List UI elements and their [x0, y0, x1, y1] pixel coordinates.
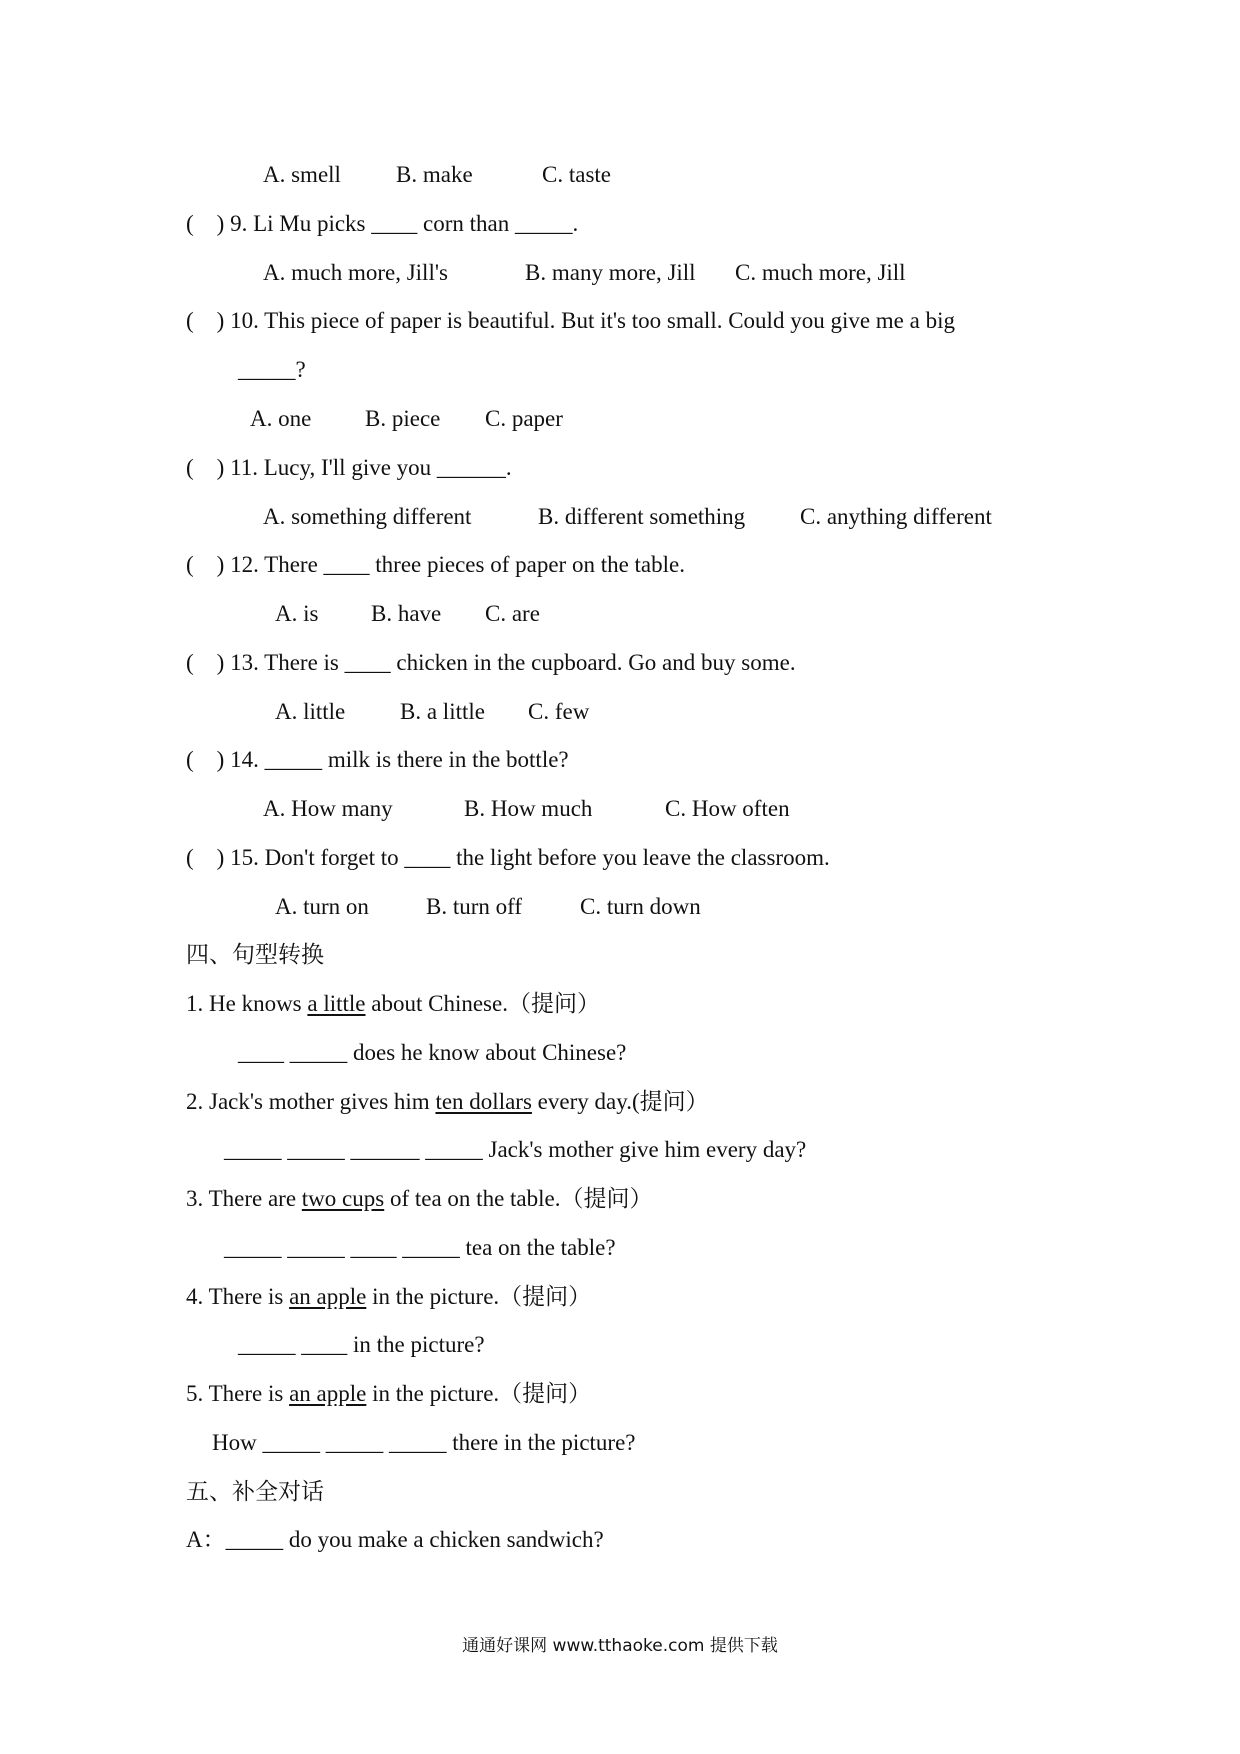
section4-item-5-question: 5. There is an apple in the picture.（提问）: [186, 1381, 592, 1406]
q10-option-c: C. paper: [485, 406, 563, 431]
q11-option-c: C. anything different: [800, 504, 992, 529]
q14-option-c: C. How often: [665, 796, 790, 821]
section5-heading: 五、补全对话: [186, 1479, 324, 1504]
q14-option-a: A. How many: [263, 796, 393, 821]
q12-option-b: B. have: [371, 601, 442, 626]
q8-option-a: A. smell: [263, 162, 341, 187]
section4-item-1-answer: ____ _____ does he know about Chinese?: [238, 1040, 627, 1065]
q13-stem: ( ) 13. There is ____ chicken in the cupboard. Go and buy some.: [186, 650, 796, 675]
q15-option-c: C. turn down: [580, 894, 701, 919]
q12-stem: ( ) 12. There ____ three pieces of paper on the table.: [186, 552, 685, 577]
q11-option-a: A. something different: [263, 504, 472, 529]
section4-item-3-question: 3. There are two cups of tea on the table.（提问）: [186, 1186, 653, 1211]
section4-item-3-answer: _____ _____ ____ _____ tea on the table?: [224, 1235, 616, 1260]
q13-option-a: A. little: [275, 699, 346, 724]
q9-option-c: C. much more, Jill: [735, 260, 906, 285]
q15-stem: ( ) 15. Don't forget to ____ the light before you leave the classroom.: [186, 845, 830, 870]
section4-item-2-answer: _____ _____ ______ _____ Jack's mother give him every day?: [224, 1137, 807, 1162]
section4-item-4-question: 4. There is an apple in the picture.（提问）: [186, 1284, 592, 1309]
q11-stem: ( ) 11. Lucy, I'll give you ______.: [186, 455, 512, 480]
q15-option-b: B. turn off: [426, 894, 523, 919]
section4-item-5-answer: How _____ _____ _____ there in the picture?: [212, 1430, 636, 1455]
q8-option-b: B. make: [396, 162, 473, 187]
section4-item-4-answer: _____ ____ in the picture?: [238, 1332, 485, 1357]
q9-option-b: B. many more, Jill: [525, 260, 696, 285]
section4-item-1-question: 1. He knows a little about Chinese.（提问）: [186, 991, 600, 1016]
section4-item-2-question: 2. Jack's mother gives him ten dollars every day.(提问）: [186, 1089, 709, 1114]
dialogue-line-a: A：_____ do you make a chicken sandwich?: [186, 1527, 604, 1552]
q12-option-a: A. is: [275, 601, 319, 626]
q12-option-c: C. are: [485, 601, 540, 626]
q13-option-c: C. few: [528, 699, 590, 724]
q9-option-a: A. much more, Jill's: [263, 260, 448, 285]
q11-option-b: B. different something: [538, 504, 746, 529]
q10-option-b: B. piece: [365, 406, 441, 431]
q14-option-b: B. How much: [464, 796, 593, 821]
q9-stem: ( ) 9. Li Mu picks ____ corn than _____.: [186, 211, 579, 236]
page-footer: 通通好课网 www.tthaoke.com 提供下载: [462, 1636, 778, 1656]
q10-option-a: A. one: [250, 406, 312, 431]
q8-option-c: C. taste: [542, 162, 611, 187]
q14-stem: ( ) 14. _____ milk is there in the bottle?: [186, 747, 569, 772]
q10-stem: ( ) 10. This piece of paper is beautiful. But it's too small. Could you give me a big: [186, 308, 955, 333]
q10-stem-continued: _____?: [238, 357, 306, 382]
q13-option-b: B. a little: [400, 699, 485, 724]
section4-heading: 四、句型转换: [186, 942, 324, 967]
q15-option-a: A. turn on: [275, 894, 369, 919]
